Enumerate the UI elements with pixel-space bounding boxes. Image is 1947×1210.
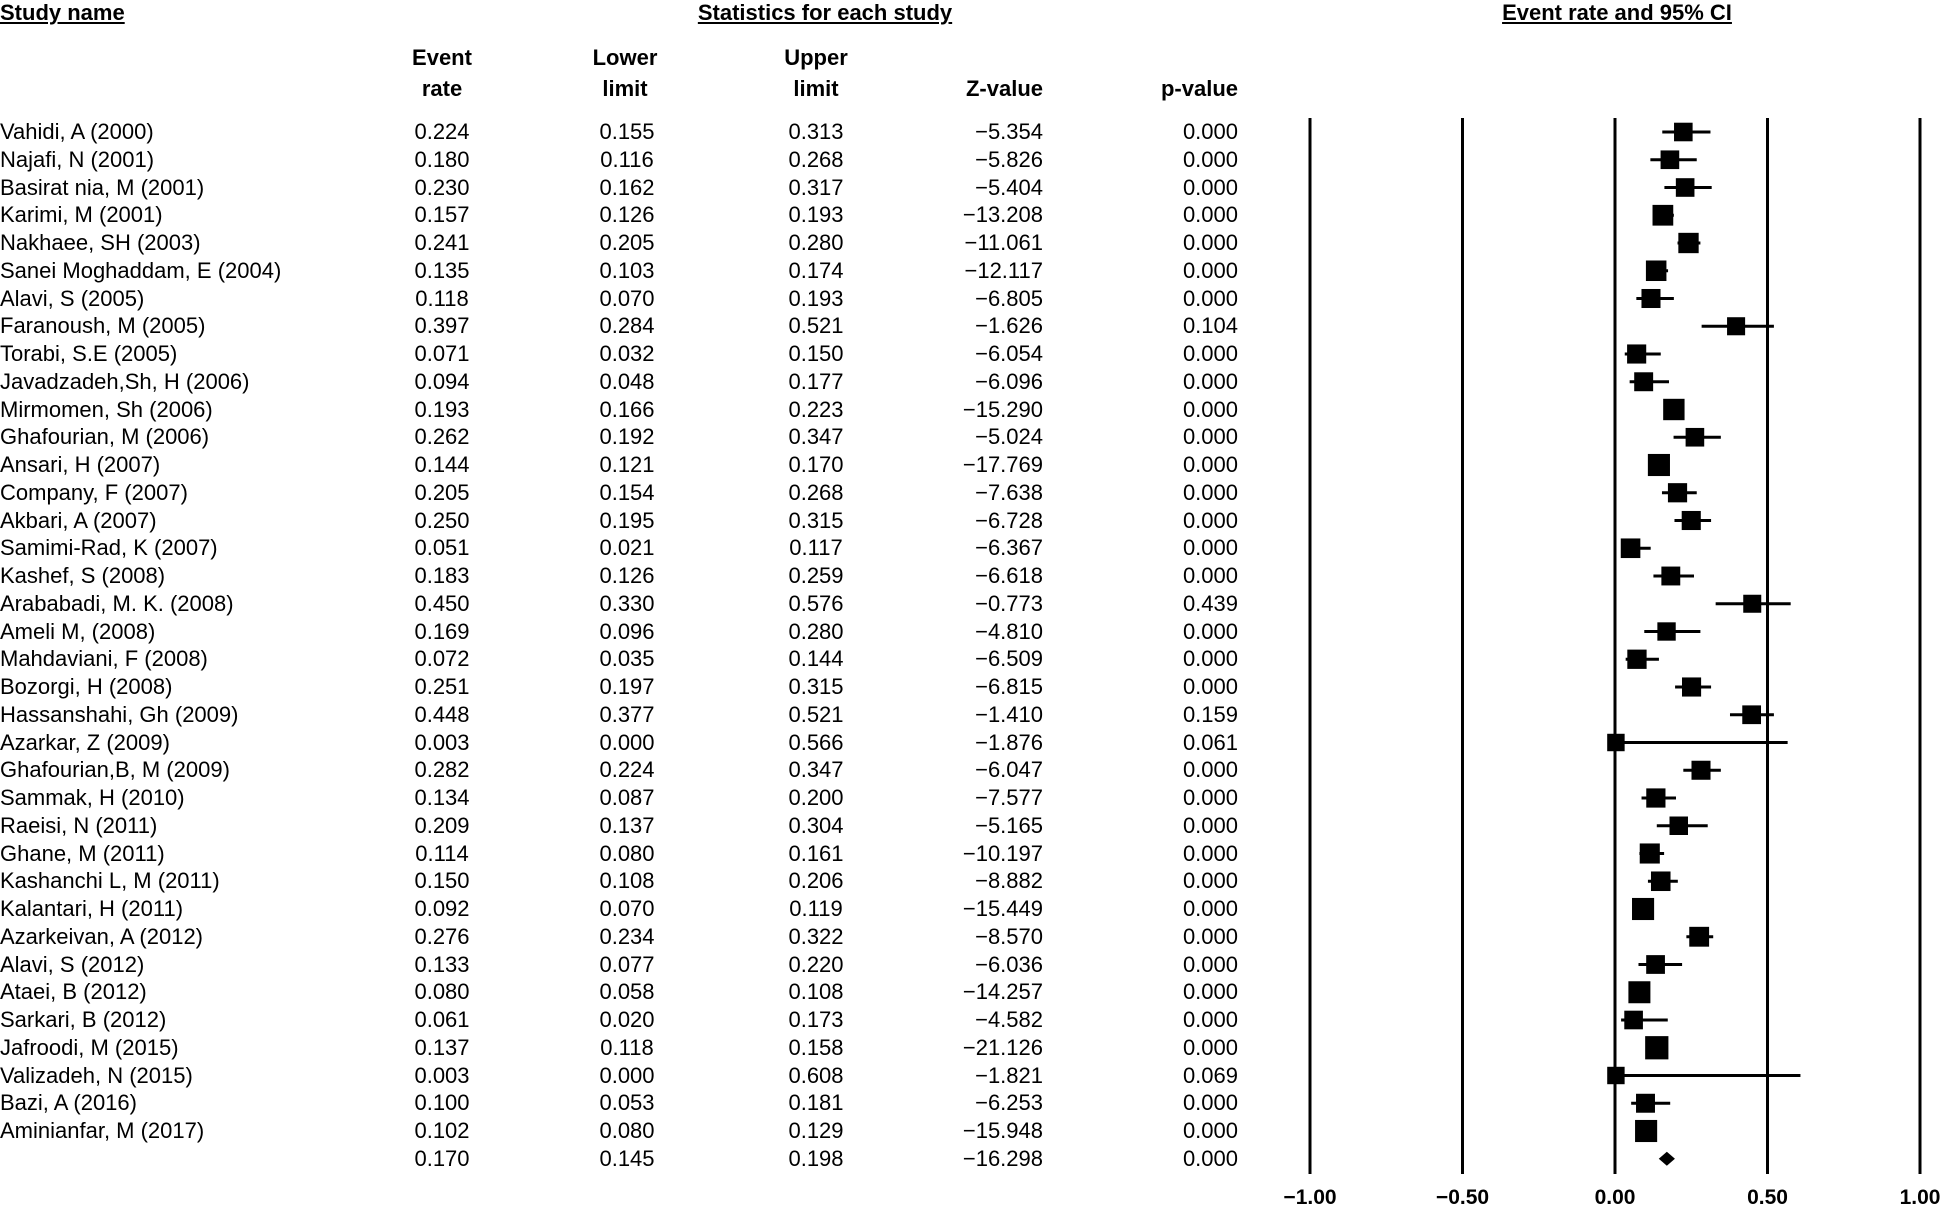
p-value-cell: 0.439: [1182, 590, 1238, 616]
event-rate-cell: 0.193: [414, 396, 470, 422]
z-value-cell: −6.096: [975, 368, 1043, 394]
z-value-cell: −6.047: [975, 757, 1043, 783]
lower-limit-cell: 0.053: [599, 1090, 655, 1116]
point-estimate-square: [1627, 650, 1646, 669]
upper-limit-cell: 0.200: [788, 785, 844, 810]
study-name-cell: Torabi, S.E (2005): [0, 341, 178, 366]
point-estimate-square: [1635, 1120, 1657, 1142]
z-value-cell: −7.638: [975, 479, 1043, 505]
event-rate-cell: 0.080: [414, 979, 470, 1005]
study-name-cell: Vahidi, A (2000): [0, 119, 154, 144]
event-rate-cell: 0.150: [414, 868, 470, 894]
event-rate-cell: 0.448: [414, 701, 470, 727]
upper-limit-header-line2: limit: [793, 76, 839, 101]
event-rate-cell: 0.003: [414, 1062, 470, 1088]
point-estimate-square: [1646, 955, 1665, 974]
p-value-cell: 0.000: [1182, 951, 1238, 977]
upper-limit-cell: 0.117: [789, 535, 843, 561]
event-rate-cell: 0.276: [414, 923, 470, 949]
point-estimate-square: [1645, 1036, 1668, 1059]
upper-limit-cell: 0.206: [788, 868, 844, 894]
point-estimate-square: [1646, 788, 1665, 807]
study-name-cell: Kashanchi L, M (2011): [0, 868, 220, 894]
point-estimate-square: [1682, 511, 1701, 530]
point-estimate-square: [1648, 454, 1670, 476]
lower-limit-cell: 0.126: [599, 563, 655, 588]
event-rate-header-line1: Event: [412, 45, 472, 70]
p-value-cell: 0.000: [1182, 257, 1238, 283]
z-value-cell: −16.298: [962, 1145, 1043, 1171]
lower-limit-cell: 0.197: [599, 674, 655, 699]
upper-limit-cell: 0.129: [788, 1118, 844, 1143]
study-name-cell: Sarkari, B (2012): [0, 1007, 167, 1032]
study-name-cell: Ataei, B (2012): [0, 979, 147, 1005]
x-tick-label: 0.50: [1747, 1186, 1788, 1209]
upper-limit-cell: 0.223: [788, 396, 844, 422]
lower-limit-cell: 0.377: [599, 701, 655, 727]
point-estimate-square: [1742, 705, 1761, 724]
p-value-cell: 0.000: [1182, 341, 1238, 366]
upper-limit-cell: 0.144: [788, 646, 844, 672]
upper-limit-cell: 0.119: [789, 896, 843, 921]
study-name-header: Study name: [0, 0, 125, 25]
study-name-cell: Sammak, H (2010): [0, 785, 185, 810]
z-value-cell: −1.821: [975, 1062, 1043, 1088]
event-rate-cell: 0.209: [414, 812, 470, 838]
upper-limit-cell: 0.193: [788, 202, 844, 228]
z-value-cell: −4.810: [975, 618, 1043, 644]
z-value-cell: −5.024: [975, 424, 1043, 450]
lower-limit-cell: 0.021: [599, 535, 655, 561]
point-estimate-square: [1663, 399, 1684, 420]
event-rate-cell: 0.169: [414, 618, 470, 644]
p-value-cell: 0.159: [1182, 701, 1238, 727]
point-estimate-square: [1640, 843, 1660, 863]
event-rate-cell: 0.072: [414, 646, 470, 672]
point-estimate-square: [1657, 622, 1675, 640]
event-rate-cell: 0.224: [414, 119, 470, 144]
upper-limit-cell: 0.315: [788, 507, 844, 533]
p-value-cell: 0.104: [1182, 313, 1238, 339]
plot-header: Event rate and 95% CI: [1502, 0, 1732, 25]
p-value-cell: 0.000: [1182, 507, 1238, 533]
point-estimate-square: [1634, 372, 1653, 391]
event-rate-cell: 0.051: [414, 535, 470, 561]
upper-limit-cell: 0.608: [788, 1062, 844, 1088]
upper-limit-cell: 0.521: [788, 313, 844, 339]
point-estimate-square: [1686, 428, 1705, 447]
event-rate-cell: 0.397: [414, 313, 470, 339]
event-rate-header-line2: rate: [421, 76, 463, 101]
study-name-cell: Kashef, S (2008): [0, 563, 166, 588]
study-name-cell: Raeisi, N (2011): [0, 812, 158, 838]
p-value-cell: 0.000: [1182, 896, 1238, 921]
lower-limit-cell: 0.162: [599, 174, 655, 200]
lower-limit-cell: 0.195: [599, 507, 655, 533]
study-name-cell: Azarkeivan, A (2012): [0, 923, 204, 949]
point-estimate-square: [1668, 483, 1687, 502]
upper-limit-header-line1: Upper: [784, 45, 848, 70]
p-value-cell: 0.000: [1182, 868, 1238, 894]
lower-limit-cell: 0.224: [599, 757, 655, 783]
z-value-cell: −10.197: [962, 840, 1043, 866]
z-value-cell: −15.290: [962, 396, 1043, 422]
point-estimate-square: [1632, 898, 1654, 920]
p-value-cell: 0.000: [1182, 923, 1238, 949]
lower-limit-cell: 0.121: [599, 452, 655, 477]
p-value-cell: 0.061: [1182, 729, 1238, 755]
point-estimate-square: [1607, 734, 1624, 751]
p-value-cell: 0.000: [1182, 535, 1238, 561]
lower-limit-cell: 0.077: [599, 951, 655, 977]
event-rate-cell: 0.003: [414, 729, 470, 755]
event-rate-cell: 0.251: [414, 674, 470, 699]
point-estimate-square: [1682, 677, 1701, 696]
study-name-cell: Company, F (2007): [0, 479, 188, 505]
upper-limit-cell: 0.268: [788, 479, 844, 505]
z-value-cell: −13.208: [962, 202, 1043, 228]
study-name-cell: Najafi, N (2001): [0, 146, 155, 172]
event-rate-cell: 0.183: [414, 563, 470, 588]
event-rate-cell: 0.092: [414, 896, 470, 921]
study-name-cell: Ghafourian, M (2006): [0, 424, 210, 450]
study-name-cell: Azarkar, Z (2009): [0, 729, 170, 755]
event-rate-cell: 0.061: [414, 1007, 470, 1032]
lower-limit-cell: 0.048: [599, 368, 655, 394]
study-name-cell: Mahdaviani, F (2008): [0, 646, 208, 672]
study-name-cell: Faranoush, M (2005): [0, 313, 206, 339]
x-tick-label: −0.50: [1435, 1186, 1490, 1209]
study-name-cell: Ghane, M (2011): [0, 840, 165, 866]
upper-limit-cell: 0.259: [788, 563, 844, 588]
lower-limit-cell: 0.032: [599, 341, 655, 366]
upper-limit-cell: 0.181: [788, 1090, 844, 1116]
lower-limit-cell: 0.330: [599, 590, 655, 616]
lower-limit-cell: 0.205: [599, 230, 655, 255]
p-value-cell: 0.000: [1182, 979, 1238, 1005]
z-value-cell: −12.117: [964, 257, 1043, 283]
z-value-cell: −5.354: [975, 119, 1043, 144]
point-estimate-square: [1624, 1011, 1643, 1030]
study-name-cell: Mirmomen, Sh (2006): [0, 396, 213, 422]
z-value-cell: −5.165: [975, 812, 1043, 838]
lower-limit-cell: 0.284: [599, 313, 655, 339]
upper-limit-cell: 0.174: [788, 257, 844, 283]
z-value-cell: −6.253: [975, 1090, 1043, 1116]
lower-limit-cell: 0.070: [599, 896, 655, 921]
event-rate-cell: 0.144: [414, 452, 470, 477]
lower-limit-cell: 0.096: [599, 618, 655, 644]
p-value-cell: 0.000: [1182, 1034, 1238, 1060]
study-name-cell: Karimi, M (2001): [0, 202, 163, 228]
statistics-header: Statistics for each study: [697, 0, 953, 25]
study-name-cell: Valizadeh, N (2015): [0, 1062, 193, 1088]
p-value-cell: 0.000: [1182, 479, 1238, 505]
x-tick-label: −1.00: [1283, 1186, 1337, 1209]
upper-limit-cell: 0.108: [788, 979, 844, 1005]
point-estimate-square: [1691, 761, 1710, 780]
x-tick-label: 0.00: [1594, 1186, 1636, 1209]
study-name-cell: Bozorgi, H (2008): [0, 674, 173, 699]
summary-diamond: [1659, 1152, 1675, 1166]
p-value-cell: 0.000: [1182, 230, 1238, 255]
study-name-cell: Basirat nia, M (2001): [0, 174, 205, 200]
z-value-cell: −0.773: [975, 590, 1043, 616]
upper-limit-cell: 0.347: [788, 424, 844, 450]
p-value-cell: 0.000: [1182, 368, 1238, 394]
upper-limit-cell: 0.317: [788, 174, 844, 200]
lower-limit-cell: 0.145: [599, 1145, 655, 1171]
upper-limit-cell: 0.315: [788, 674, 844, 699]
point-estimate-square: [1651, 871, 1671, 891]
point-estimate-square: [1661, 567, 1680, 586]
study-name-cell: Alavi, S (2012): [0, 951, 145, 977]
upper-limit-cell: 0.177: [788, 368, 844, 394]
z-value-cell: −15.449: [962, 896, 1043, 921]
event-rate-cell: 0.450: [414, 590, 470, 616]
p-value-cell: 0.000: [1182, 1090, 1238, 1116]
study-name-cell: Arababadi, M. K. (2008): [0, 590, 234, 616]
z-value-cell: −8.570: [975, 923, 1043, 949]
upper-limit-cell: 0.268: [788, 146, 844, 172]
upper-limit-cell: 0.220: [788, 951, 844, 977]
p-value-cell: 0.000: [1182, 1007, 1238, 1032]
study-name-cell: Nakhaee, SH (2003): [0, 230, 201, 255]
p-value-cell: 0.000: [1182, 452, 1238, 477]
event-rate-cell: 0.250: [414, 507, 470, 533]
z-value-cell: −8.882: [975, 868, 1043, 894]
point-estimate-square: [1628, 981, 1650, 1003]
lower-limit-cell: 0.234: [599, 923, 655, 949]
point-estimate-square: [1627, 344, 1646, 363]
upper-limit-cell: 0.198: [788, 1145, 844, 1171]
z-value-cell: −7.577: [975, 785, 1043, 810]
z-value-cell: −5.826: [975, 146, 1043, 172]
event-rate-cell: 0.100: [414, 1090, 470, 1116]
z-value-cell: −6.054: [975, 341, 1043, 366]
z-value-cell: −5.404: [975, 174, 1043, 200]
point-estimate-square: [1621, 538, 1641, 558]
z-value-cell: −11.061: [964, 230, 1043, 255]
z-value-cell: −6.805: [975, 285, 1043, 311]
upper-limit-cell: 0.313: [788, 119, 844, 144]
study-name-cell: Javadzadeh,Sh, H (2006): [0, 368, 250, 394]
z-value-cell: −14.257: [962, 979, 1043, 1005]
p-value-cell: 0.000: [1182, 674, 1238, 699]
lower-limit-header-line2: limit: [602, 76, 648, 101]
p-value-cell: 0.000: [1182, 202, 1238, 228]
study-name-cell: Aminianfar, M (2017): [0, 1118, 205, 1143]
study-name-cell: Samimi-Rad, K (2007): [0, 535, 218, 561]
p-value-cell: 0.000: [1182, 174, 1238, 200]
lower-limit-cell: 0.118: [600, 1034, 654, 1060]
z-value-cell: −6.815: [975, 674, 1043, 699]
point-estimate-square: [1641, 289, 1660, 308]
z-value-cell: −1.626: [975, 313, 1043, 339]
lower-limit-cell: 0.108: [599, 868, 655, 894]
upper-limit-cell: 0.280: [788, 618, 844, 644]
z-value-header: Z-value: [965, 76, 1043, 101]
lower-limit-cell: 0.137: [599, 812, 655, 838]
upper-limit-cell: 0.193: [788, 285, 844, 311]
lower-limit-cell: 0.080: [599, 1118, 655, 1143]
x-tick-label: 1.00: [1899, 1186, 1941, 1209]
lower-limit-cell: 0.192: [599, 424, 655, 450]
point-estimate-square: [1743, 595, 1761, 613]
event-rate-cell: 0.205: [414, 479, 470, 505]
point-estimate-square: [1678, 233, 1698, 253]
p-value-cell: 0.000: [1182, 146, 1238, 172]
lower-limit-cell: 0.035: [599, 646, 655, 672]
point-estimate-square: [1646, 260, 1667, 281]
z-value-cell: −6.618: [975, 563, 1043, 588]
event-rate-cell: 0.230: [414, 174, 470, 200]
lower-limit-cell: 0.000: [599, 1062, 655, 1088]
z-value-cell: −21.126: [962, 1034, 1043, 1060]
upper-limit-cell: 0.161: [788, 840, 844, 866]
event-rate-cell: 0.135: [414, 257, 470, 283]
p-value-cell: 0.000: [1182, 396, 1238, 422]
event-rate-cell: 0.102: [414, 1118, 470, 1143]
z-value-cell: −1.876: [975, 729, 1043, 755]
point-estimate-square: [1607, 1067, 1624, 1084]
p-value-cell: 0.000: [1182, 757, 1238, 783]
event-rate-cell: 0.133: [414, 951, 470, 977]
lower-limit-cell: 0.058: [599, 979, 655, 1005]
upper-limit-cell: 0.566: [788, 729, 844, 755]
point-estimate-square: [1676, 178, 1695, 197]
lower-limit-cell: 0.070: [599, 285, 655, 311]
study-name-cell: Hassanshahi, Gh (2009): [0, 701, 239, 727]
p-value-cell: 0.000: [1182, 563, 1238, 588]
lower-limit-cell: 0.116: [600, 146, 654, 172]
lower-limit-cell: 0.155: [599, 119, 655, 144]
event-rate-cell: 0.170: [414, 1145, 470, 1171]
z-value-cell: −1.410: [975, 701, 1043, 727]
upper-limit-cell: 0.576: [788, 590, 844, 616]
study-name-cell: Sanei Moghaddam, E (2004): [0, 257, 282, 283]
lower-limit-cell: 0.020: [599, 1007, 655, 1032]
event-rate-cell: 0.071: [414, 341, 470, 366]
lower-limit-cell: 0.103: [599, 257, 655, 283]
upper-limit-cell: 0.304: [788, 812, 844, 838]
event-rate-cell: 0.157: [414, 202, 470, 228]
point-estimate-square: [1636, 1094, 1655, 1113]
p-value-cell: 0.000: [1182, 618, 1238, 644]
study-name-cell: Akbari, A (2007): [0, 507, 157, 533]
z-value-cell: −15.948: [962, 1118, 1043, 1143]
p-value-cell: 0.000: [1182, 840, 1238, 866]
upper-limit-cell: 0.170: [788, 452, 844, 477]
study-name-cell: Ansari, H (2007): [0, 452, 161, 477]
upper-limit-cell: 0.173: [788, 1007, 844, 1032]
z-value-cell: −4.582: [975, 1007, 1043, 1032]
point-estimate-square: [1727, 317, 1745, 335]
p-value-header: p-value: [1160, 76, 1238, 101]
lower-limit-cell: 0.087: [599, 785, 655, 810]
study-name-cell: Alavi, S (2005): [0, 285, 145, 311]
upper-limit-cell: 0.347: [788, 757, 844, 783]
p-value-cell: 0.000: [1182, 1118, 1238, 1143]
event-rate-cell: 0.094: [414, 368, 470, 394]
p-value-cell: 0.000: [1182, 785, 1238, 810]
lower-limit-header-line1: Lower: [592, 45, 658, 70]
study-name-cell: Ghafourian,B, M (2009): [0, 757, 230, 783]
z-value-cell: −6.367: [975, 535, 1043, 561]
z-value-cell: −6.728: [975, 507, 1043, 533]
event-rate-cell: 0.134: [414, 785, 470, 810]
p-value-cell: 0.000: [1182, 812, 1238, 838]
p-value-cell: 0.000: [1182, 119, 1238, 144]
event-rate-cell: 0.114: [415, 840, 469, 866]
study-name-cell: Kalantari, H (2011): [0, 896, 184, 921]
point-estimate-square: [1689, 927, 1709, 947]
p-value-cell: 0.000: [1182, 646, 1238, 672]
upper-limit-cell: 0.521: [788, 701, 844, 727]
event-rate-cell: 0.137: [414, 1034, 470, 1060]
upper-limit-cell: 0.150: [788, 341, 844, 366]
p-value-cell: 0.000: [1182, 1145, 1238, 1171]
p-value-cell: 0.000: [1182, 424, 1238, 450]
event-rate-cell: 0.262: [414, 424, 470, 450]
study-name-cell: Jafroodi, M (2015): [0, 1034, 179, 1060]
upper-limit-cell: 0.322: [788, 923, 844, 949]
lower-limit-cell: 0.000: [599, 729, 655, 755]
lower-limit-cell: 0.154: [599, 479, 655, 505]
p-value-cell: 0.069: [1182, 1062, 1238, 1088]
point-estimate-square: [1669, 817, 1687, 835]
lower-limit-cell: 0.080: [599, 840, 655, 866]
event-rate-cell: 0.180: [414, 146, 470, 172]
study-name-cell: Ameli M, (2008): [0, 618, 156, 644]
point-estimate-square: [1653, 205, 1674, 226]
upper-limit-cell: 0.280: [788, 230, 844, 255]
point-estimate-square: [1661, 150, 1680, 169]
lower-limit-cell: 0.126: [599, 202, 655, 228]
p-value-cell: 0.000: [1182, 285, 1238, 311]
event-rate-cell: 0.282: [414, 757, 470, 783]
z-value-cell: −6.509: [975, 646, 1043, 672]
event-rate-cell: 0.241: [414, 230, 470, 255]
event-rate-cell: 0.118: [415, 285, 469, 311]
z-value-cell: −17.769: [962, 452, 1043, 477]
point-estimate-square: [1674, 123, 1693, 142]
z-value-cell: −6.036: [975, 951, 1043, 977]
upper-limit-cell: 0.158: [788, 1034, 844, 1060]
study-name-cell: Bazi, A (2016): [0, 1090, 137, 1116]
lower-limit-cell: 0.166: [599, 396, 655, 422]
